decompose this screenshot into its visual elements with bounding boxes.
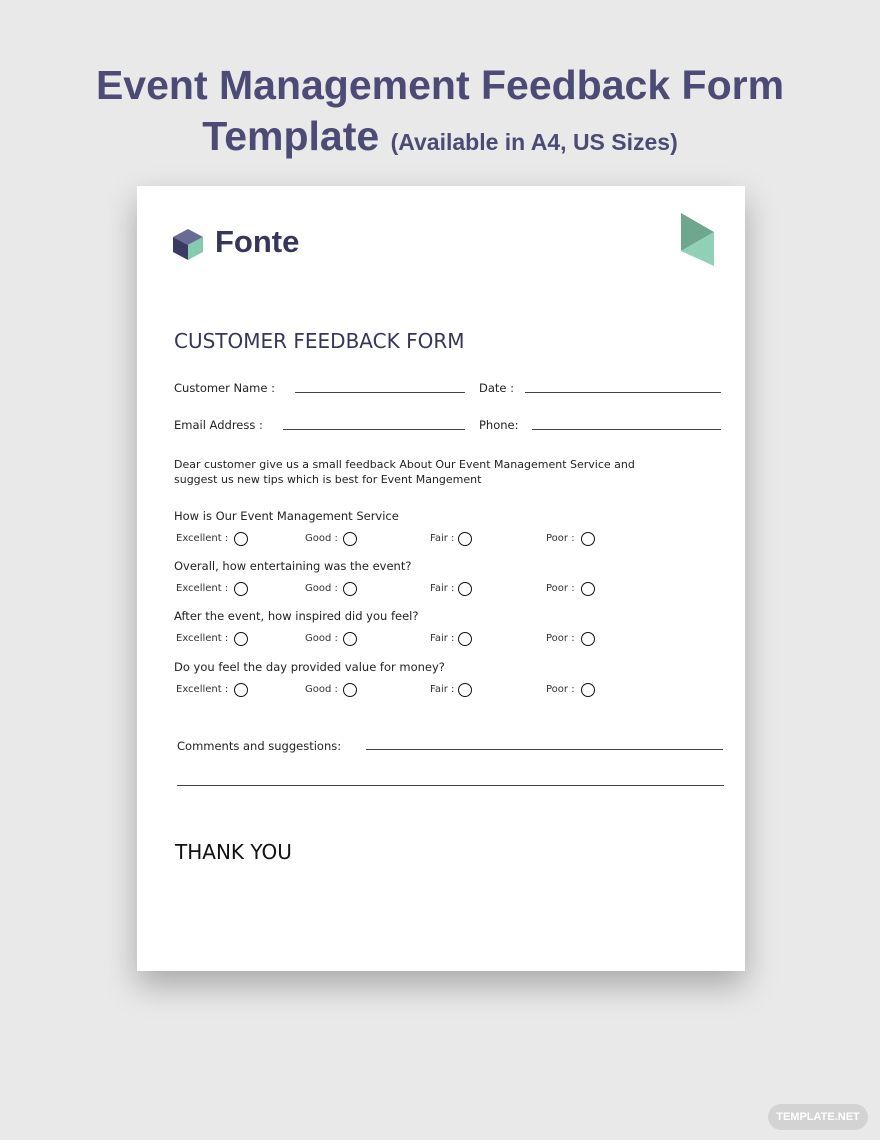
question-label: How is Our Event Management Service bbox=[174, 509, 399, 523]
watermark-badge: TEMPLATE.NET bbox=[768, 1104, 868, 1130]
intro-text-1: Dear customer give us a small feedback About Our Event Management Service and bbox=[174, 458, 635, 471]
option-label: Fair : bbox=[430, 684, 455, 695]
rating-radio-poor[interactable] bbox=[581, 683, 595, 697]
heading-template: Template bbox=[202, 113, 380, 159]
rating-radio-fair[interactable] bbox=[458, 632, 472, 646]
option-label: Excellent : bbox=[176, 533, 229, 544]
phone-field[interactable] bbox=[532, 429, 721, 430]
intro-text-2: suggest us new tips which is best for Event Mangement bbox=[174, 473, 482, 486]
option-label: Fair : bbox=[430, 583, 455, 594]
page-heading: Event Management Feedback Form bbox=[95, 62, 785, 108]
option-label: Excellent : bbox=[176, 684, 229, 695]
option-label: Poor : bbox=[546, 684, 575, 695]
rating-radio-poor[interactable] bbox=[581, 532, 595, 546]
heading-size-note: (Available in A4, US Sizes) bbox=[390, 129, 678, 155]
email-label: Email Address : bbox=[174, 418, 263, 432]
triangle-logo-icon bbox=[681, 213, 715, 266]
question-label: After the event, how inspired did you feel? bbox=[174, 609, 419, 623]
date-field[interactable] bbox=[525, 392, 721, 393]
question-label: Overall, how entertaining was the event? bbox=[174, 559, 412, 573]
rating-radio-excellent[interactable] bbox=[234, 532, 248, 546]
question-label: Do you feel the day provided value for money? bbox=[174, 660, 445, 674]
rating-radio-excellent[interactable] bbox=[234, 632, 248, 646]
option-label: Excellent : bbox=[176, 583, 229, 594]
phone-label: Phone: bbox=[479, 418, 519, 432]
page-heading-line2 bbox=[0, 113, 880, 160]
option-label: Fair : bbox=[430, 633, 455, 644]
rating-radio-excellent[interactable] bbox=[234, 683, 248, 697]
option-label: Good : bbox=[305, 583, 338, 594]
comments-field-line1[interactable] bbox=[366, 749, 723, 750]
form-document bbox=[137, 186, 745, 971]
form-title: CUSTOMER FEEDBACK FORM bbox=[174, 329, 465, 353]
rating-radio-good[interactable] bbox=[343, 683, 357, 697]
comments-field-line2[interactable] bbox=[177, 785, 724, 786]
rating-radio-poor[interactable] bbox=[581, 632, 595, 646]
customer-name-label: Customer Name : bbox=[174, 381, 275, 395]
brand-name: Fonte bbox=[215, 224, 300, 259]
email-field[interactable] bbox=[283, 429, 465, 430]
option-label: Good : bbox=[305, 533, 338, 544]
comments-label: Comments and suggestions: bbox=[177, 739, 342, 753]
thank-you: THANK YOU bbox=[175, 840, 292, 864]
option-label: Excellent : bbox=[176, 633, 229, 644]
option-label: Poor : bbox=[546, 633, 575, 644]
rating-radio-good[interactable] bbox=[343, 532, 357, 546]
option-label: Good : bbox=[305, 633, 338, 644]
option-label: Good : bbox=[305, 684, 338, 695]
rating-radio-good[interactable] bbox=[343, 632, 357, 646]
rating-radio-excellent[interactable] bbox=[234, 582, 248, 596]
rating-radio-fair[interactable] bbox=[458, 532, 472, 546]
cube-logo-icon bbox=[172, 228, 204, 261]
date-label: Date : bbox=[479, 381, 515, 395]
customer-name-field[interactable] bbox=[295, 392, 465, 393]
option-label: Poor : bbox=[546, 583, 575, 594]
rating-radio-fair[interactable] bbox=[458, 582, 472, 596]
option-label: Fair : bbox=[430, 533, 455, 544]
rating-radio-good[interactable] bbox=[343, 582, 357, 596]
rating-radio-fair[interactable] bbox=[458, 683, 472, 697]
rating-radio-poor[interactable] bbox=[581, 582, 595, 596]
option-label: Poor : bbox=[546, 533, 575, 544]
